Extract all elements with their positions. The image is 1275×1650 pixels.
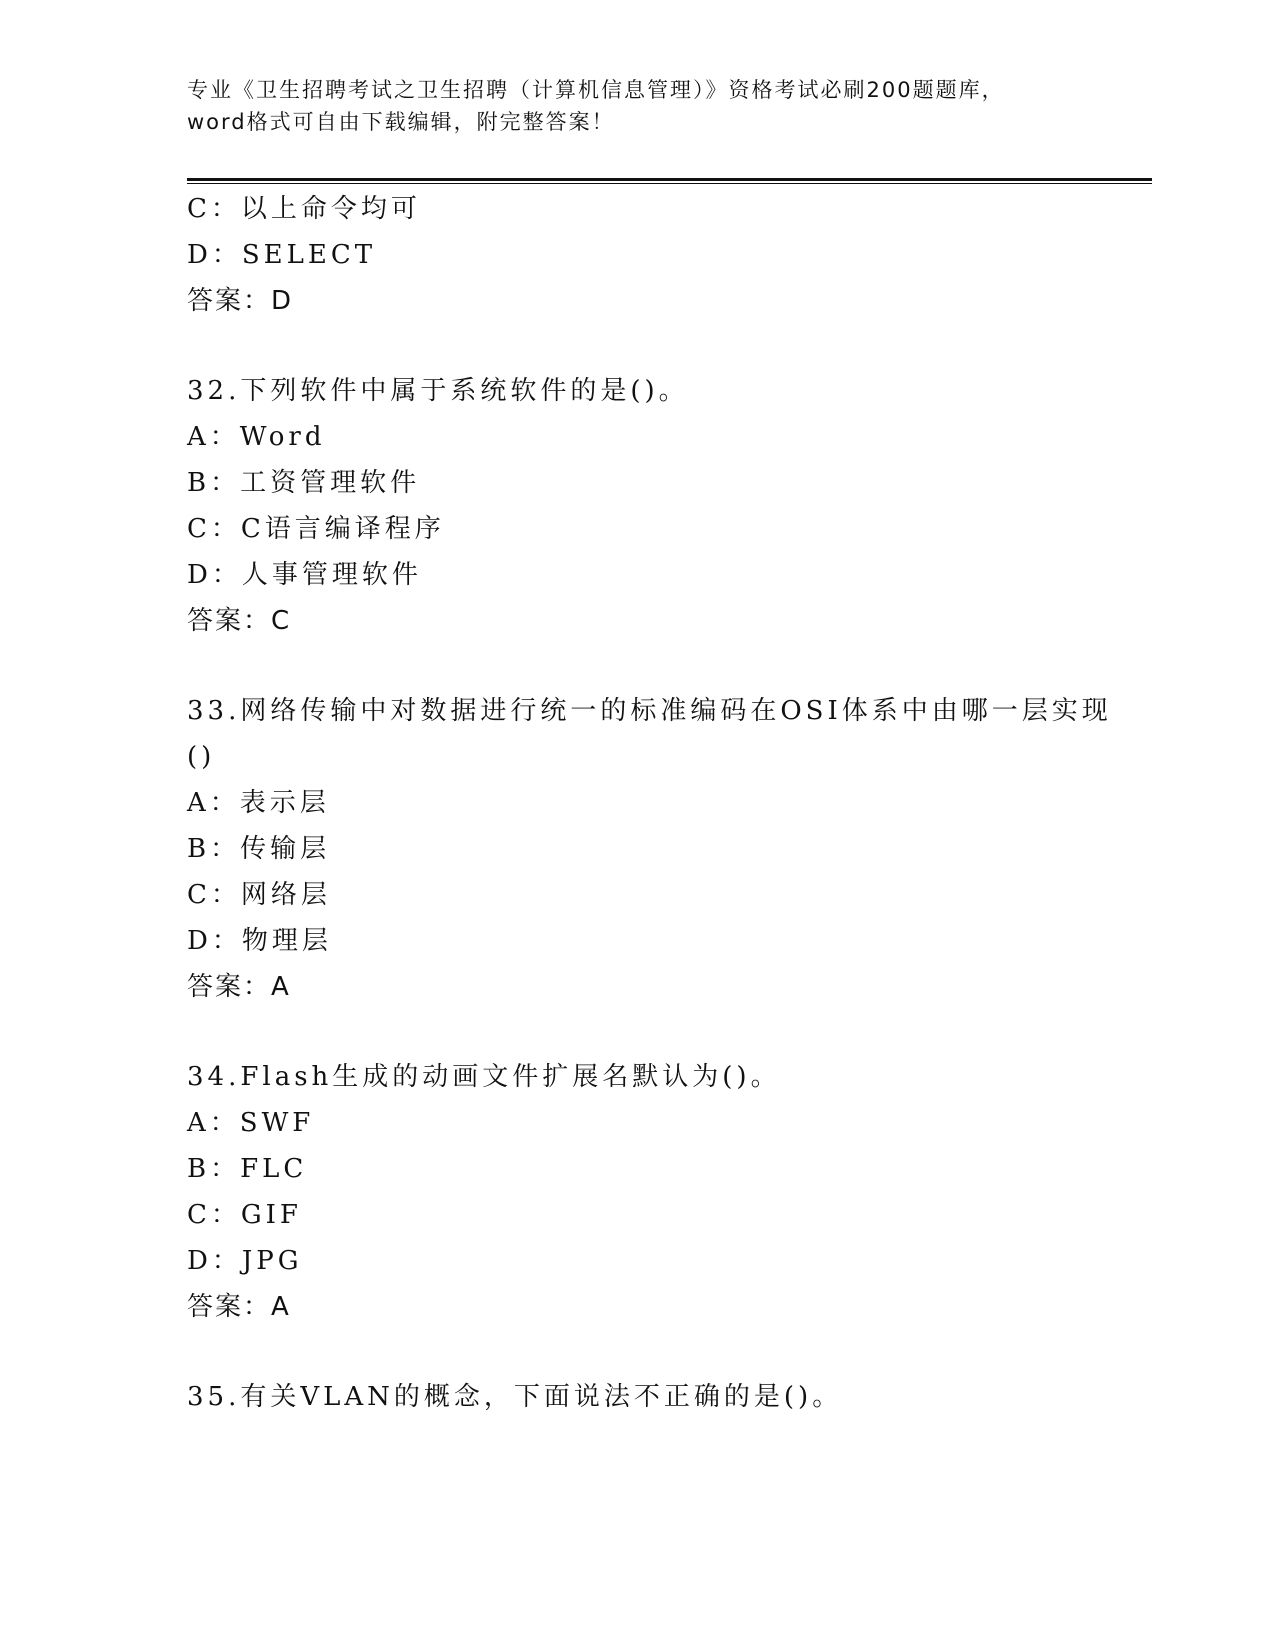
option-b: B：传输层 [187, 834, 331, 864]
option-c: C：网络层 [187, 880, 331, 910]
header-divider-thick [187, 178, 1152, 181]
answer-line: 答案：D [187, 286, 294, 316]
question-stem: 34.Flash生成的动画文件扩展名默认为()。 [187, 1062, 781, 1092]
question-stem: 33.网络传输中对数据进行统一的标准编码在OSI体系中由哪一层实现 [187, 696, 1112, 726]
header-divider-thin [187, 183, 1152, 184]
question-stem-continued: () [187, 742, 216, 772]
question-block-33 [187, 688, 1117, 1010]
option-d: D：JPG [187, 1246, 303, 1276]
option-b: B：FLC [187, 1154, 308, 1184]
question-block-31 [187, 186, 1117, 324]
answer-line: 答案：C [187, 606, 292, 636]
option-c: C：GIF [187, 1200, 302, 1230]
option-c: C：以上命令均可 [187, 194, 421, 224]
option-d: D：物理层 [187, 926, 332, 956]
question-stem: 32.下列软件中属于系统软件的是()。 [187, 376, 689, 406]
option-a: A：SWF [187, 1108, 315, 1138]
question-stem: 35.有关VLAN的概念，下面说法不正确的是()。 [187, 1382, 843, 1412]
option-d: D：SELECT [187, 240, 377, 270]
question-block-34 [187, 1054, 1117, 1330]
option-a: A：Word [187, 422, 326, 452]
question-block-32 [187, 368, 1117, 644]
answer-line: 答案：A [187, 972, 291, 1002]
answer-line: 答案：A [187, 1292, 291, 1322]
question-list [187, 186, 1117, 1420]
question-block-35 [187, 1374, 1117, 1420]
option-d: D：人事管理软件 [187, 560, 422, 590]
header-title-line-1: 专业《卫生招聘考试之卫生招聘（计算机信息管理）》资格考试必刷200题题库， [187, 78, 1005, 102]
option-c: C：C语言编译程序 [187, 514, 445, 544]
option-b: B：工资管理软件 [187, 468, 421, 498]
document-header [187, 74, 1087, 138]
header-title-line-2: word格式可自由下载编辑，附完整答案！ [187, 110, 615, 134]
option-a: A：表示层 [187, 788, 330, 818]
